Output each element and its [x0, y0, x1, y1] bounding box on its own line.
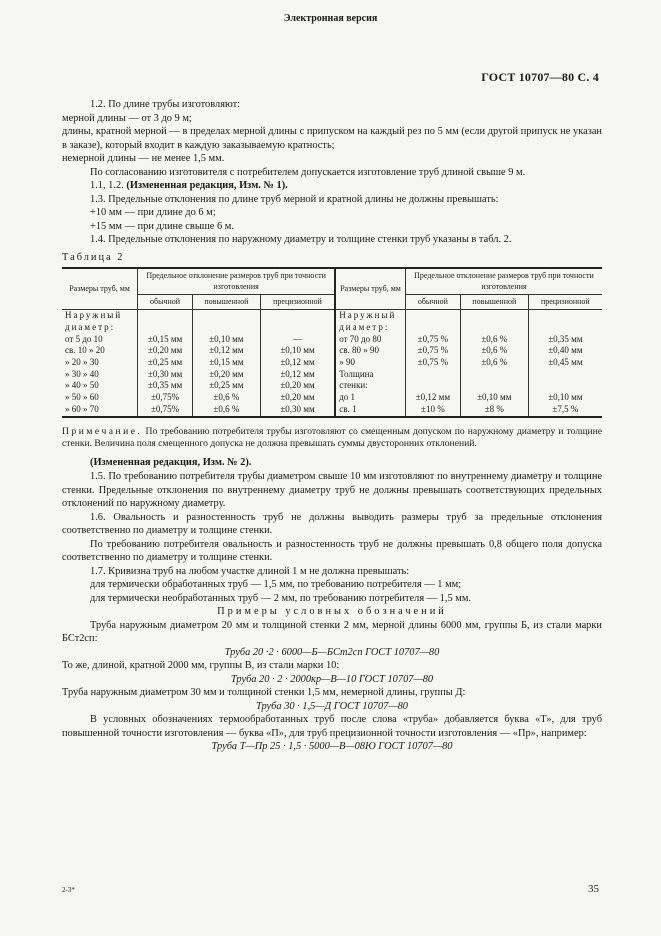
table-label: Таблица 2 [62, 251, 125, 263]
table-cell-right-normal [405, 380, 460, 392]
standard-header: ГОСТ 10707—80 С. 4 [481, 70, 599, 84]
footer-mark: 2-3* [62, 886, 75, 894]
table-cell-right-sizes: диаметр: [335, 322, 405, 334]
col-precision-left: прецизионной [260, 294, 335, 309]
document-body [62, 98, 602, 754]
table-cell-left-normal: ±0,30 мм [138, 369, 193, 381]
table-cell-right-sizes: св. 1 [335, 404, 405, 417]
table-row [62, 380, 602, 392]
table-cell-left-precision [260, 310, 335, 322]
example-4-text: В условных обозначениях термообработанных труб после слова «труба» добавляется буква «Т», для труб повышенной точности изготовления — буква «П», для труб прецизионной точности изготовления — «Пр», например: [62, 714, 602, 739]
table-cell-left-normal: ±0,25 мм [138, 357, 193, 369]
table-cell-left-precision [260, 322, 335, 334]
paragraph-1-2d: По согласованию изготовителя с потребителем допускается изготовление труб длиной свыше 9 м. [90, 166, 526, 178]
col-header-sizes-right: Размеры труб, мм [335, 268, 405, 310]
revision-1-text: (Измененная редакция, Изм. № 1). [126, 180, 288, 192]
table-row [62, 334, 602, 346]
paragraph-1-2: 1.2. По длине трубы изготовляют: [90, 99, 241, 110]
paragraph-1-6: 1.6. Овальность и разностенность труб не должны выводить размеры труб за предельные отклонения соответственно по диаметру и толщине стенки. [62, 511, 602, 537]
table-cell-right-increased: ±0,6 % [460, 345, 528, 357]
table-cell-right-sizes: до 1 [335, 392, 405, 404]
table-row [62, 310, 602, 322]
table-cell-right-increased [460, 310, 528, 322]
table-cell-left-sizes: » 40 » 50 [65, 380, 99, 391]
col-header-deviation-left: Предельное отклонение размеров труб при точности изготовления [138, 268, 336, 294]
paragraph-1-7a: для термически обработанных труб — 1,5 мм, по требованию потребителя — 1 мм; [90, 579, 462, 591]
example-1-text: Труба наружным диаметром 20 мм и толщиной стенки 2 мм, мерной длины 6000 мм, группы Б, из стали марки БСт2сп: [62, 619, 602, 645]
table-cell-right-increased [460, 380, 528, 392]
table-cell-left-normal: ±0,35 мм [138, 380, 193, 392]
example-3-code: Труба 30 · 1,5—Д ГОСТ 10707—80 [255, 700, 409, 712]
table-cell-right-precision: ±0,40 мм [528, 345, 602, 357]
table-cell-right-normal: ±0,75 % [405, 345, 460, 357]
table-cell-left-increased: ±0,6 % [193, 404, 261, 417]
table-cell-left-precision: ±0,20 мм [260, 380, 335, 392]
table-cell-right-sizes: Наружный [335, 310, 405, 322]
paragraph-1-5: 1.5. По требованию потребителя трубы диаметром свыше 10 мм изготовляют по внутреннему диаметру и толщине стенки. Предельные отклонения по внутреннему диаметру труб не должны превышать соответствующих предельных отклонений по наружному диаметру. [62, 471, 602, 510]
table-cell-left-sizes: от 5 до 10 [65, 333, 103, 344]
table-cell-left-normal: ±0,75% [138, 392, 193, 404]
table-cell-right-normal: ±0,75 % [405, 334, 460, 346]
table-cell-left-sizes: » 30 » 40 [65, 368, 99, 379]
table-cell-right-normal: ±10 % [405, 404, 460, 417]
table-cell-left-sizes: » 60 » 70 [62, 404, 138, 417]
col-normal-left: обычной [138, 294, 193, 309]
table-cell-left-sizes: диаметр: [65, 322, 116, 333]
table-cell-right-increased: ±0,6 % [460, 357, 528, 369]
table-cell-left-precision: ±0,10 мм [260, 345, 335, 357]
table-cell-right-precision [528, 322, 602, 334]
paragraph-1-3b: +15 мм — при длине свыше 6 м. [90, 220, 234, 232]
table-cell-right-normal: ±0,75 % [405, 357, 460, 369]
table-row [62, 357, 602, 369]
table-cell-right-increased [460, 322, 528, 334]
table-cell-left-precision: ±0,20 мм [260, 392, 335, 404]
table-cell-right-precision [528, 369, 602, 381]
table-cell-right-increased: ±8 % [460, 404, 528, 417]
table-cell-right-precision [528, 380, 602, 392]
table-cell-left-normal [138, 322, 193, 334]
table-cell-left-increased: ±0,10 мм [193, 334, 261, 346]
table-cell-right-precision: ±7,5 % [528, 404, 602, 417]
note-label: Примечание. [62, 425, 143, 437]
table-cell-left-increased: ±0,6 % [193, 392, 261, 404]
table-cell-right-precision: ±0,35 мм [528, 334, 602, 346]
paragraph-1-6a: По требованию потребителя овальность и разностенность труб не должны превышать 0,8 общего поля допуска соответственно по диаметру и толщине стенки. [62, 538, 602, 564]
revision-1-prefix: 1.1, 1.2. [90, 180, 127, 192]
table-cell-right-sizes: от 70 до 80 [335, 334, 405, 346]
example-1-code: Труба 20 ·2 · 6000—Б—БСт2сп ГОСТ 10707—80 [224, 646, 440, 658]
page-header-title: Электронная версия [283, 13, 378, 24]
revision-note-2: (Измененная редакция, Изм. № 2). [90, 457, 252, 469]
paragraph-1-7b: для термически необработанных труб — 2 мм, по требованию потребителя — 1,5 мм. [90, 592, 472, 604]
table-cell-left-increased [193, 322, 261, 334]
table-cell-left-increased: ±0,25 мм [193, 380, 261, 392]
table-cell-right-increased: ±0,10 мм [460, 392, 528, 404]
table-note [62, 426, 602, 451]
table-cell-left-increased: ±0,12 мм [193, 345, 261, 357]
paragraph-1-2b: длины, кратной мерной — в пределах мерной длины с припуском на каждый рез по 5 мм (если другой припуск не указан в заказе), который входит в каждую заказываемую кратность; [62, 126, 602, 151]
table-cell-right-precision [528, 310, 602, 322]
revision-note-1 [62, 179, 602, 193]
table-cell-left-normal: ±0,15 мм [138, 334, 193, 346]
table-cell-right-sizes: св. 80 » 90 [335, 345, 405, 357]
table-cell-right-normal [405, 322, 460, 334]
col-header-deviation-right: Предельное отклонение размеров труб при точности изготовления [405, 268, 602, 294]
table-row [62, 345, 602, 357]
table-row [62, 322, 602, 334]
deviation-table [62, 267, 602, 417]
table-cell-right-precision: ±0,45 мм [528, 357, 602, 369]
table-body [62, 310, 602, 417]
paragraph-1-3a: +10 мм — при длине до 6 м; [90, 207, 216, 219]
table-cell-left-precision: ±0,12 мм [260, 357, 335, 369]
table-cell-left-normal [138, 310, 193, 322]
example-2-text: То же, длиной, кратной 2000 мм, группы В, из стали марки 10: [62, 660, 340, 672]
table-cell-right-increased [460, 369, 528, 381]
table-cell-left-normal: ±0,20 мм [138, 345, 193, 357]
table-row [62, 369, 602, 381]
example-3-text: Труба наружным диаметром 30 мм и толщиной стенки 1,5 мм, немерной длины, группы Д: [62, 687, 466, 699]
table-cell-left-increased [193, 310, 261, 322]
col-increased-right: повышенной [460, 294, 528, 309]
col-increased-left: повышенной [193, 294, 261, 309]
table-2 [62, 267, 602, 417]
table-cell-right-normal [405, 369, 460, 381]
table-row [62, 392, 602, 404]
table-cell-left-precision: — [260, 334, 335, 346]
table-cell-right-sizes: » 90 [335, 357, 405, 369]
paragraph-1-3: 1.3. Предельные отклонения по длине труб мерной и кратной длины не должны превышать: [90, 193, 499, 205]
paragraph-1-2c: немерной длины — не менее 1,5 мм. [62, 153, 225, 165]
col-precision-right: прецизионной [528, 294, 602, 309]
example-4-code: Труба Т—Пр 25 · 1,5 · 5000—В—08Ю ГОСТ 10707—80 [211, 741, 453, 753]
table-cell-left-precision: ±0,12 мм [260, 369, 335, 381]
paragraph-1-2a: мерной длины — от 3 до 9 м; [62, 112, 192, 124]
table-cell-left-sizes: Наружный [65, 310, 123, 321]
table-cell-right-increased: ±0,6 % [460, 334, 528, 346]
table-cell-left-increased: ±0,15 мм [193, 357, 261, 369]
page-number: 35 [588, 883, 599, 895]
col-normal-right: обычной [405, 294, 460, 309]
table-row [62, 404, 602, 417]
table-cell-right-precision: ±0,10 мм [528, 392, 602, 404]
examples-title: Примеры условных обозначений [217, 606, 447, 618]
table-cell-right-normal: ±0,12 мм [405, 392, 460, 404]
table-cell-right-sizes: Толщина [335, 369, 405, 381]
table-cell-right-normal [405, 310, 460, 322]
col-header-sizes-left: Размеры труб, мм [62, 268, 138, 310]
table-cell-left-increased: ±0,20 мм [193, 369, 261, 381]
table-cell-left-sizes: св. 10 » 20 [65, 345, 105, 356]
table-cell-right-sizes: стенки: [335, 380, 405, 392]
table-cell-left-normal: ±0,75% [138, 404, 193, 417]
example-2-code: Труба 20 · 2 · 2000кр—В—10 ГОСТ 10707—80 [230, 673, 434, 685]
table-cell-left-sizes: » 20 » 30 [65, 357, 99, 368]
paragraph-1-4: 1.4. Предельные отклонения по наружному диаметру и толщине стенки труб указаны в табл. 2. [90, 234, 512, 246]
table-cell-left-sizes: » 50 » 60 [65, 392, 99, 403]
table-cell-left-precision: ±0,30 мм [260, 404, 335, 417]
note-text: По требованию потребителя трубы изготовляют со смещенным допуском по наружному диаметру и толщине стенки. Величина поля смещенного допуска не должна превышать суммы двусторонних отклонений. [62, 425, 602, 450]
paragraph-1-7: 1.7. Кривизна труб на любом участке длиной 1 м не должна превышать: [90, 565, 410, 577]
